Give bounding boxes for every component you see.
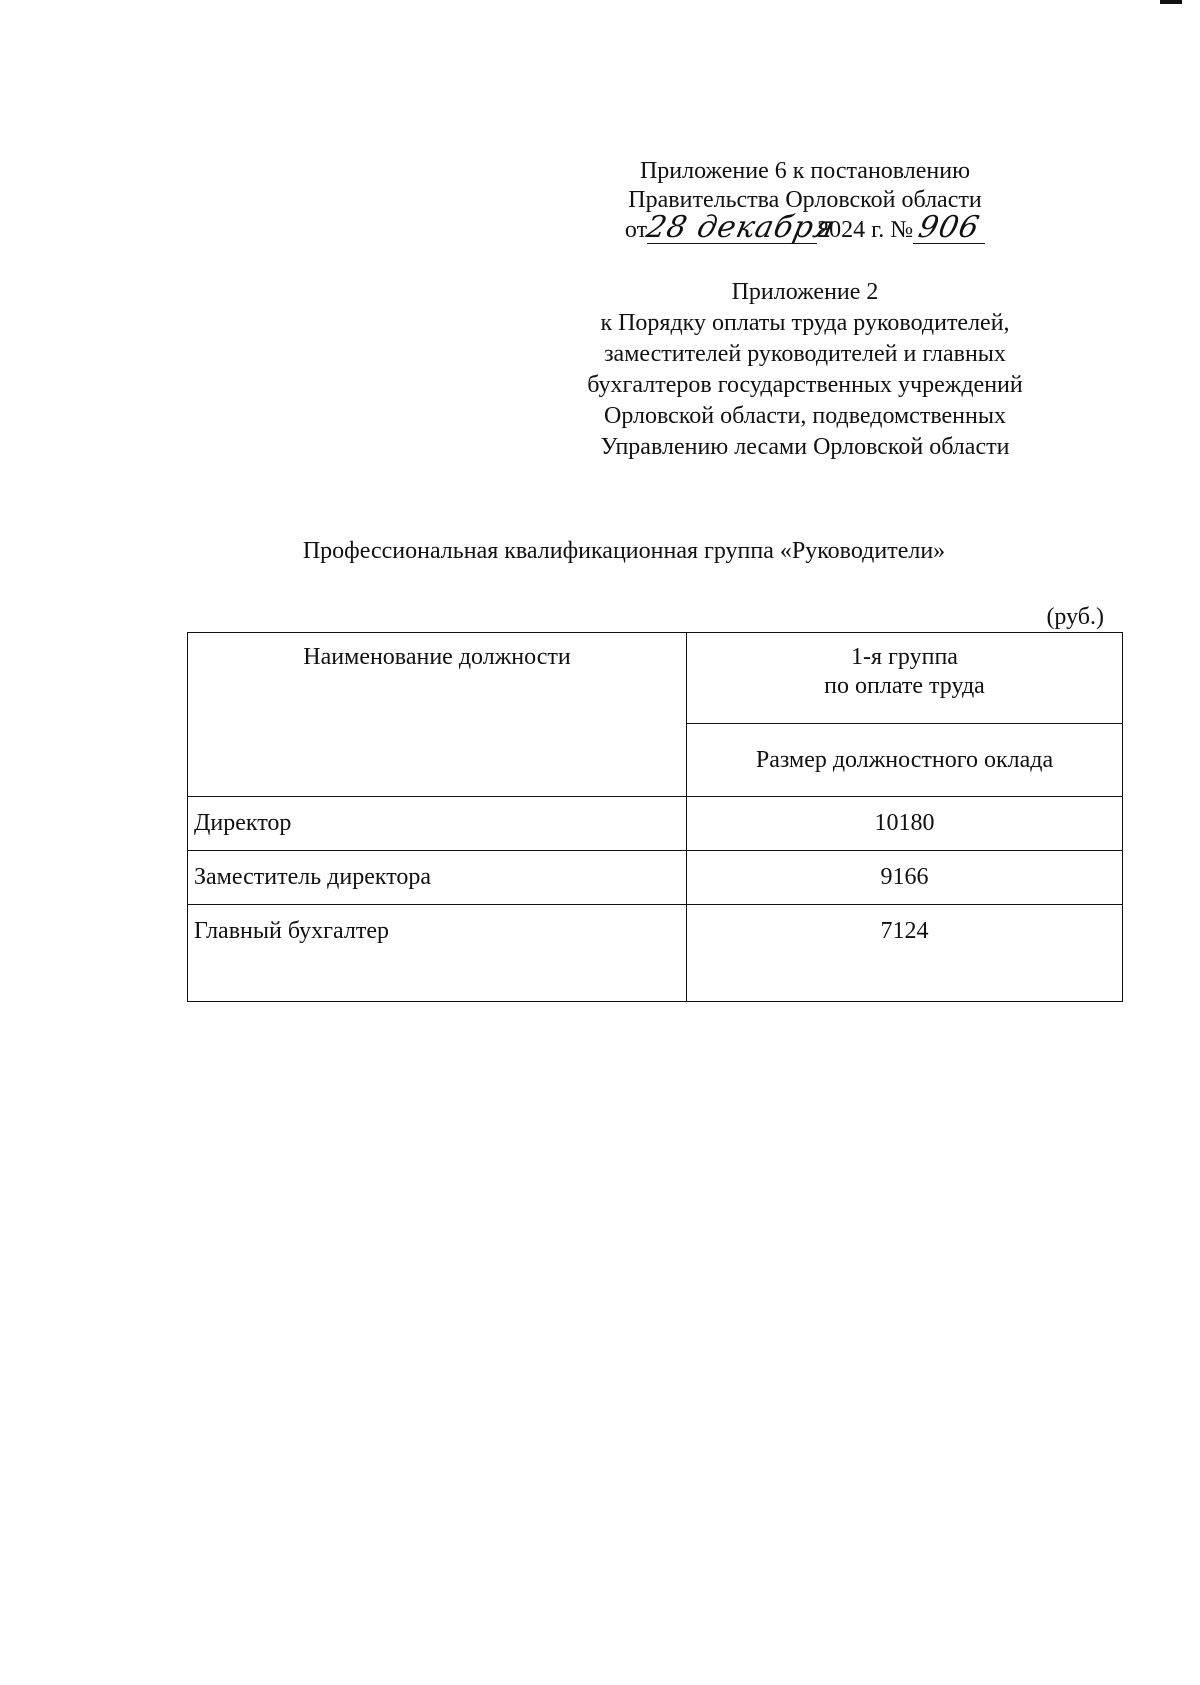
- salary-cell: 7124: [687, 905, 1123, 1002]
- number-blank: [913, 210, 985, 245]
- group-header-line-1: 1-я группа: [851, 644, 958, 670]
- position-cell: Заместитель директора: [188, 851, 687, 905]
- position-cell: Главный бухгалтер: [188, 905, 687, 1002]
- table-row: [188, 851, 1123, 905]
- section-title: Профессиональная квалификационная группа «Руководители»: [302, 538, 946, 564]
- resolution-header: [585, 157, 1025, 245]
- salary-cell: 9166: [687, 851, 1123, 905]
- table-row: [188, 797, 1123, 851]
- date-blank: [643, 210, 839, 245]
- year-number-label: 2024 г. №: [817, 217, 914, 243]
- group-header-line-2: по оплате труда: [824, 673, 985, 699]
- handwritten-number: 906: [915, 210, 983, 245]
- currency-unit: (руб.): [1046, 604, 1104, 630]
- corner-mark: [1160, 0, 1182, 4]
- salary-size-header: Размер должностного оклада: [687, 724, 1123, 797]
- salary-table: [187, 632, 1123, 1002]
- position-cell: Директор: [188, 797, 687, 851]
- appendix-line: бухгалтеров государственных учреждений: [587, 372, 1023, 398]
- appendix-line: Орловской области, подведомственных: [604, 403, 1006, 429]
- appendix-line: к Порядку оплаты труда руководителей,: [600, 310, 1010, 336]
- appendix-block: [520, 277, 1090, 463]
- from-prefix: от: [624, 217, 648, 243]
- appendix-line: Управлению лесами Орловской области: [600, 434, 1010, 460]
- date-number-line: [585, 210, 1025, 245]
- salary-cell: 10180: [687, 797, 1123, 851]
- header-line-1: Приложение 6 к постановлению: [639, 158, 971, 184]
- table-header-row: [188, 633, 1123, 724]
- handwritten-date: 28 декабря: [643, 210, 839, 245]
- appendix-line: заместителей руководителей и главных: [604, 341, 1006, 367]
- header-line-2: Правительства Орловской области: [628, 187, 982, 213]
- position-column-header: Наименование должности: [188, 633, 687, 797]
- group-column-header: [687, 633, 1123, 724]
- table-row: [188, 905, 1123, 1002]
- appendix-line: Приложение 2: [731, 279, 879, 305]
